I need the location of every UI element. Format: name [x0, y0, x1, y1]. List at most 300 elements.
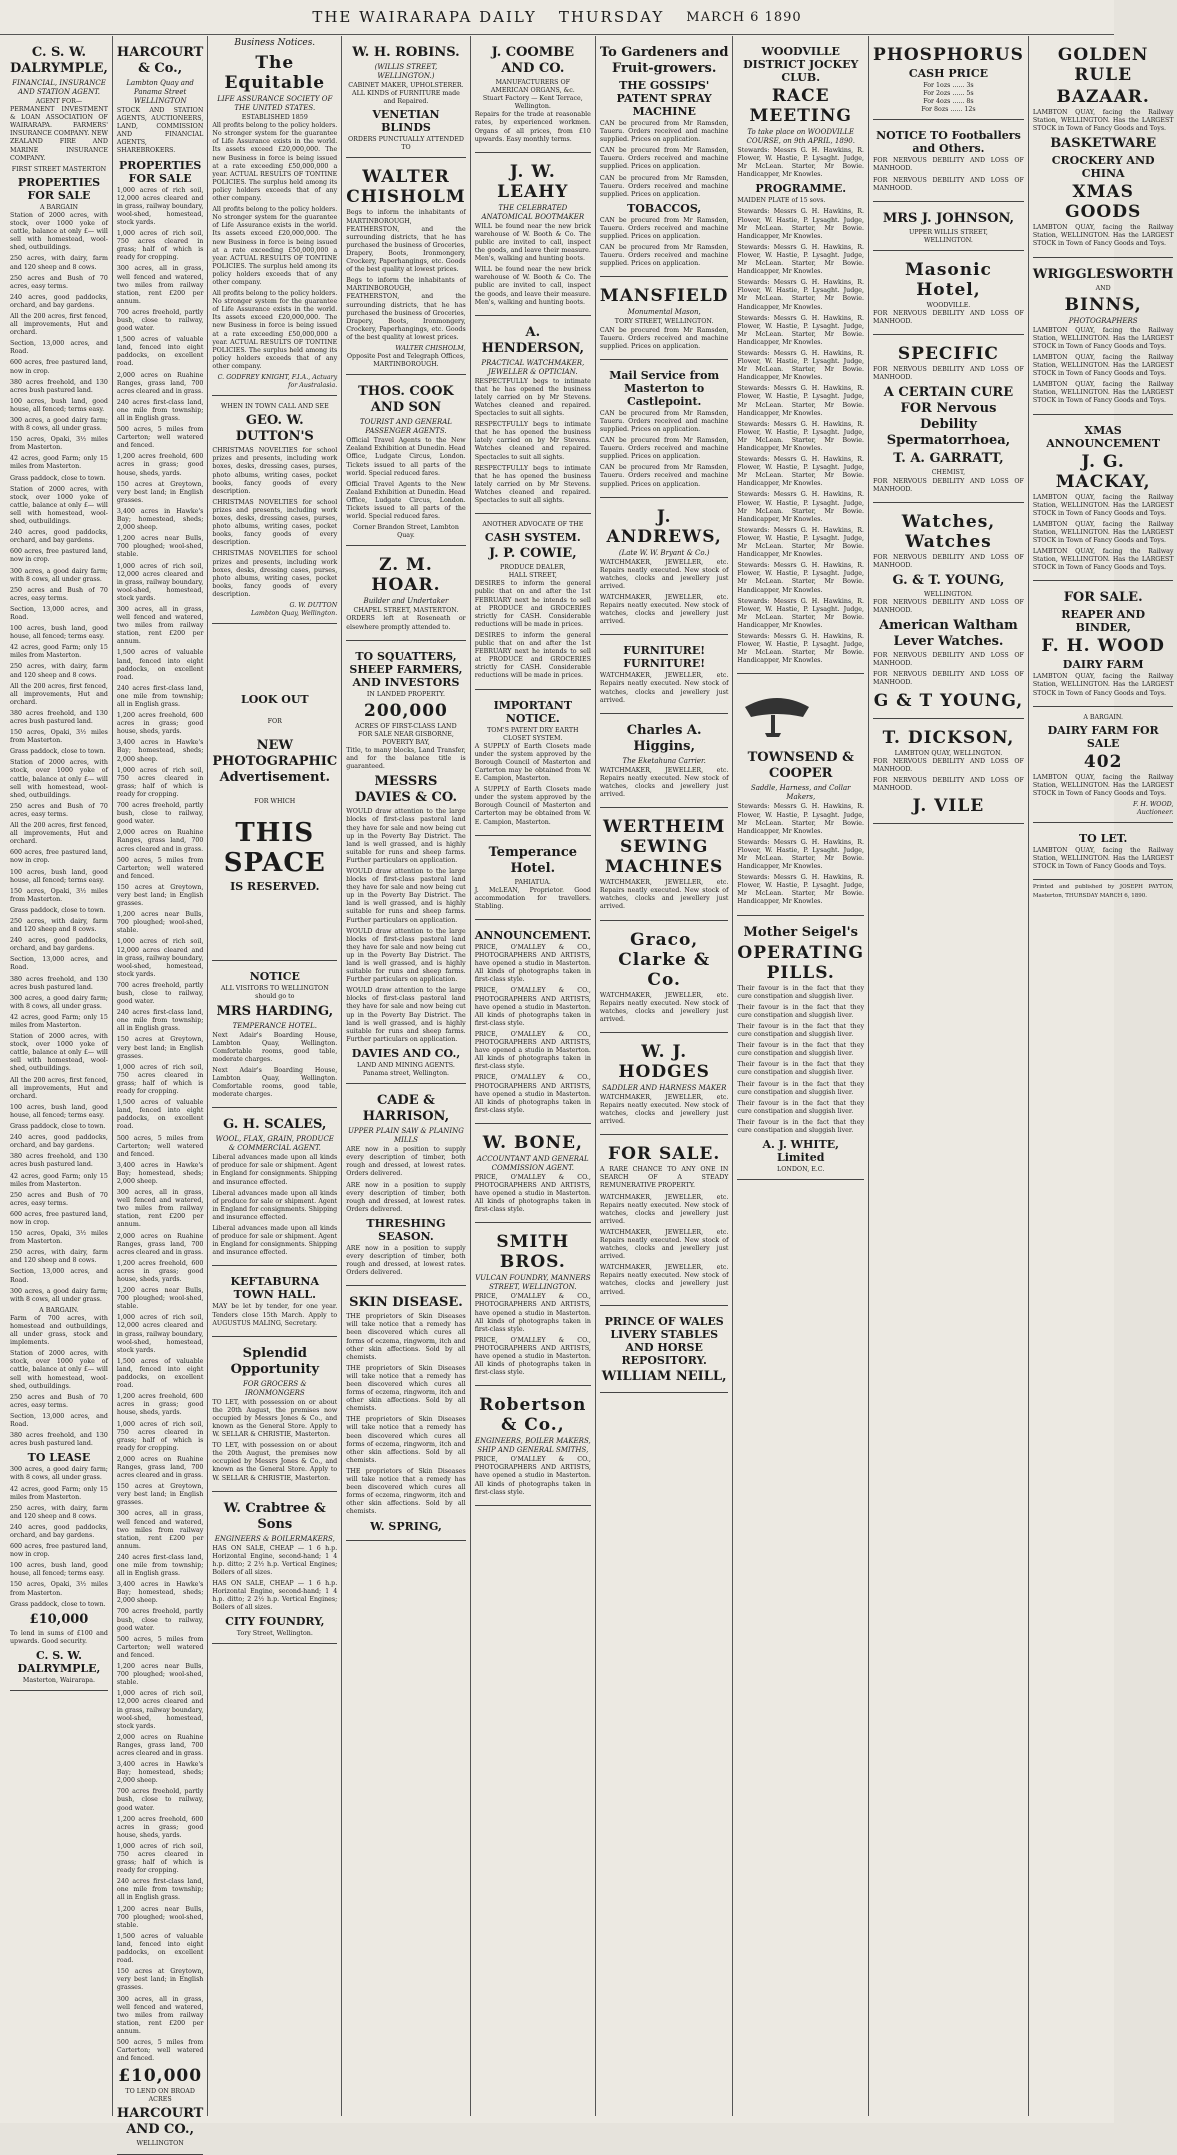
race-body: Stewards: Messrs G. H. Hawkins, R. Flower, W. Hastie, P. Lysaght. Judge, Mr McLean. Starter, Mr Bowie. Handicapper, Mr Knowles. — [737, 803, 865, 835]
spring-name: W. SPRING, — [370, 1519, 442, 1533]
garratt-body: FOR NERVOUS DEBILITY AND LOSS OF MANHOOD. — [873, 652, 1024, 668]
property-item: 42 acres, good Farm; only 15 miles from Masterton. — [10, 455, 108, 471]
column-9 — [1029, 36, 1177, 2116]
dutton-body: CHRISTMAS NOVELTIES for school prizes and presents, including work boxes, desks, dressing cases, purses, photo albums, writing cases, pocket books, fancy goods of every description. — [212, 550, 338, 598]
property-item: 3,400 acres in Hawke's Bay; homestead, sheds; 2,000 sheep. — [116, 1761, 204, 1785]
property-item: 3,400 acres in Hawke's Bay; homestead, sheds; 2,000 sheep. — [116, 507, 204, 532]
young-name: G. & T. YOUNG, — [892, 572, 1005, 588]
golden-rule: GOLDEN RULE — [1057, 45, 1149, 85]
temperance-ad — [475, 839, 591, 920]
reaper-ad — [1033, 584, 1174, 706]
scales-sub: WOOL, FLAX, GRAIN, PRODUCE & COMMERCIAL AGENT. — [215, 1135, 334, 1153]
smith-sub: VULCAN FOUNDRY, MANNERS STREET, WELLINGTON. — [475, 1274, 591, 1292]
masonic-addr: WOODVILLE. — [926, 301, 971, 309]
higgins-sub: The Eketahuna Carrier. — [622, 756, 706, 765]
property-item: Section, 13,000 acres, and Road. — [10, 1268, 108, 1284]
crabtree-body: HAS ON SALE, CHEAP — 1 6 h.p. Horizontal Engine, second-hand; 1 4 h.p. ditto; 2 2½ h.p. Vertical Engines; Boilers of all sizes. — [212, 1544, 338, 1576]
robins-trade: CABINET MAKER, UPHOLSTERER. — [348, 82, 464, 89]
tobacco-head: TOBACCOS, — [627, 201, 702, 215]
property-item: 250 acres and Bush of 70 acres, easy terms. — [10, 802, 108, 818]
for-which-text: FOR WHICH — [254, 798, 296, 806]
townsend-ad — [737, 677, 864, 915]
property-item: 2,000 acres on Ruahine Ranges, grass land, 700 acres cleared and in grass. — [116, 1455, 204, 1480]
white-name: A. J. WHITE, Limited — [762, 1138, 839, 1165]
dutton-body: CHRISTMAS NOVELTIES for school prizes and presents, including work boxes, desks, dressing cases, purses, photo albums, writing cases, pocket books, fancy goods of every description. — [212, 498, 338, 547]
masthead-date: MARCH 6 1890 — [686, 9, 802, 25]
harcourt-footer-addr: WELLINGTON — [136, 2140, 184, 2148]
race-body: Stewards: Messrs G. H. Hawkins, R. Flower, W. Hastie, P. Lysaght. Judge, Mr McLean. Starter, Mr Bowie. Handicapper, Mr Knowles. — [737, 243, 865, 276]
property-item: 500 acres, 5 miles from Carterton; well watered and fenced. — [116, 426, 204, 450]
forsale-9: FOR SALE. — [1063, 590, 1143, 606]
property-item: 500 acres, 5 miles from Carterton; well watered and fenced. — [116, 1635, 204, 1659]
race-meeting: RACE MEETING — [749, 86, 852, 126]
bazaar-body: LAMBTON QUAY, facing the Railway Station, WELLINGTON. Has the LARGEST STOCK in Town of Fancy Goods and Toys. — [1032, 381, 1174, 405]
announce-body: PRICE, O'MALLEY & CO., PHOTOGRAPHERS AND ARTISTS, have opened a studio in Masterton. All kinds of photographs taken in first-class style. — [474, 1074, 591, 1114]
tom-body: A SUPPLY of Earth Closets made under the system approved by the Borough Council of Masterton and Carterton may be obtained from W. E. Campion, Masterton. — [474, 742, 591, 783]
chisholm-addr: Opposite Post and Telegraph Offices, MARTINBOROUGH. — [346, 353, 465, 369]
garratt-body: FOR NERVOUS DEBILITY AND LOSS OF MANHOOD. — [873, 477, 1024, 493]
skin-body: THE proprietors of Skin Diseases will take notice that a remedy has been discovered which cures all forms of eczema, ringworm, itch and other skin affections. Sold by all chemists. — [346, 1416, 466, 1464]
opportunity-head: Splendid Opportunity — [230, 1345, 319, 1377]
spray-body: CAN be procured from Mr Ramsden, Taueru. Orders received and machine supplied. Prices on application. — [599, 216, 729, 241]
garratt-body: FOR NERVOUS DEBILITY AND LOSS OF MANHOOD. — [873, 176, 1024, 192]
furniture-ad — [600, 638, 729, 713]
football-head: NOTICE TO Footballers and Others. — [876, 129, 1021, 156]
property-item: 300 acres, all in grass, well fenced and watered, two miles from railway station, rent £200 per annum. — [116, 605, 204, 646]
andrews-body: WATCHMAKER, JEWELLER, etc. Repairs neatly executed. New stock of watches, clocks and jewellery just arrived. — [599, 1264, 729, 1296]
pills-body: Their favour is in the fact that they cure constipation and sluggish liver. — [737, 1042, 865, 1058]
property-item: 300 acres, a good dairy farm; with 8 cows, all under grass. — [10, 1466, 108, 1482]
property-item: 300 acres, a good dairy farm; with 8 cows, all under grass. — [10, 994, 108, 1010]
property-item: 1,200 acres freehold, 600 acres in grass; good house, sheds, yards. — [116, 712, 204, 736]
gardeners-head: To Gardeners and Fruit-growers. — [599, 45, 729, 76]
specific-body: FOR NERVOUS DEBILITY AND LOSS OF MANHOOD. — [873, 366, 1024, 382]
johnson-name: MRS J. JOHNSON, — [882, 210, 1015, 226]
henderson-body: RESPECTFULLY begs to intimate that he has opened the business lately carried on by Mr Stevens. Watches cleaned and repaired. Spectacles to suit all sights. — [474, 421, 591, 461]
masthead-day: THURSDAY — [558, 8, 665, 26]
chisholm-name: WALTER CHISHOLM — [346, 167, 466, 208]
property-item: 300 acres, all in grass, well fenced and watered, two miles from railway station, rent £200 per annum. — [116, 1189, 204, 1229]
dairy-farm: DAIRY FARM — [1062, 658, 1144, 672]
photo-ad: NEW PHOTOGRAPHIC Advertisement. — [212, 738, 338, 786]
closet-ad — [475, 693, 591, 836]
to-let: TO LET. — [1078, 832, 1128, 846]
scales-ad — [212, 1111, 337, 1266]
football-ad — [873, 123, 1024, 201]
andrews-body: WATCHMAKER, JEWELLER, etc. Repairs neatly executed. New stock of watches, clocks and jewellery just arrived. — [599, 1193, 729, 1225]
basketware: BASKETWARE — [1050, 136, 1157, 152]
cade-sub: UPPER PLAIN SAW & PLANING MILLS — [347, 1127, 464, 1145]
phosphorus-ad — [873, 39, 1024, 120]
cash-price: CASH PRICE — [908, 67, 989, 80]
chisholm-body: Begs to inform the inhabitants of MARTINBOROUGH, FEATHERSTON, and the surrounding districts, that he has purchased the business of Groceries, Drapery, Boots, Ironmongery, Crockery, Paperhangings, etc. Goods of the best quality at lowest prices. — [346, 209, 466, 274]
robertson-ad — [475, 1389, 591, 1505]
bazaar-body: LAMBTON QUAY, facing the Railway Station, WELLINGTON. Has the LARGEST STOCK in Town of Fancy Goods and Toys. — [1032, 773, 1174, 797]
garratt-body: FOR NERVOUS DEBILITY AND LOSS OF MANHOOD. — [873, 757, 1024, 773]
property-item: Section, 13,000 acres, and Road. — [10, 956, 108, 972]
race-body: Stewards: Messrs G. H. Hawkins, R. Flower, W. Hastie, P. Lysaght. Judge, Mr McLean. Starter, Mr Bowie. Handicapper, Mr Knowles. — [737, 562, 865, 594]
golden-rule-ad — [1033, 39, 1174, 258]
garratt-body: FOR NERVOUS DEBILITY AND LOSS OF MANHOOD. — [873, 157, 1024, 173]
property-item: 1,000 acres of rich soil, 750 acres cleared in grass; half of which is ready for cropping. — [116, 1063, 204, 1096]
property-item: 100 acres, bush land, good house, all fenced; terms easy. — [10, 1562, 108, 1578]
andrews-body: WATCHMAKER, JEWELLER, etc. Repairs neatly executed. New stock of watches, clocks and jewellery just arrived. — [599, 879, 729, 911]
johnson-addr: WELLINGTON. — [923, 236, 973, 244]
jockey-club: WOODVILLE DISTRICT JOCKEY CLUB. — [743, 45, 859, 84]
cade-ad — [346, 1087, 465, 1286]
smith-name: SMITH BROS. — [496, 1232, 570, 1273]
property-item: 150 acres, Opaki, 3½ miles from Masterton. — [10, 1230, 108, 1246]
property-item: 1,200 acres near Bulls, 700 ploughed; wool-shed, stable. — [116, 535, 204, 559]
mansfield-ad — [600, 280, 729, 359]
higgins-name: Charles A. Higgins, — [626, 722, 702, 754]
announce-body: PRICE, O'MALLEY & CO., PHOTOGRAPHERS AND ARTISTS, have opened a studio in Masterton. All kinds of photographs taken in first-class style. — [474, 1456, 591, 1496]
race-body: Stewards: Messrs G. H. Hawkins, R. Flower, W. Hastie, P. Lysaght. Judge, Mr McLean. Starter, Mr Bowie. Handicapper, Mr Knowles. — [737, 526, 865, 559]
skin-ad — [346, 1289, 465, 1540]
property-item: 250 acres and Bush of 70 acres, easy terms. — [10, 586, 108, 602]
xmas-goods: XMAS GOODS — [1065, 182, 1142, 223]
announce-body: PRICE, O'MALLEY & CO., PHOTOGRAPHERS AND ARTISTS, have opened a studio in Masterton. All kinds of photographs taken in first-class style. — [474, 1336, 591, 1377]
dickson-ad — [873, 722, 1024, 824]
race-ad — [737, 39, 864, 674]
chisholm-sig: WALTER CHISHOLM, — [395, 344, 466, 352]
property-item: 1,000 acres of rich soil, 12,000 acres cleared and in grass, railway boundary, wool-shed, homestead, stock yards. — [116, 186, 204, 226]
reserved-space-ad — [212, 627, 337, 961]
tolet-ad — [1033, 826, 1174, 880]
mansfield-sub: Monumental Mason, — [627, 308, 701, 317]
young-name-2: G & T YOUNG, — [873, 690, 1024, 711]
dalrymple-money: £10,000 — [29, 1611, 89, 1627]
property-item: 1,200 acres freehold, 600 acres in grass; good house, sheds, yards. — [116, 1259, 204, 1283]
property-item: 1,200 acres near Bulls, 700 ploughed; wool-shed, stable. — [116, 1287, 204, 1311]
chisholm-body: Begs to inform the inhabitants of MARTINBOROUGH, FEATHERSTON, and the surrounding districts, that he has purchased the business of Groceries, Drapery, Boots, Ironmongery, Crockery, Paperhangings, etc. Goods of the best quality at lowest prices. — [346, 277, 466, 341]
skin-body: THE proprietors of Skin Diseases will take notice that a remedy has been discovered which cures all forms of eczema, ringworm, itch and other skin affections. Sold by all chemists. — [346, 1467, 466, 1516]
seigel-ad — [737, 919, 864, 1181]
property-item: Station of 2000 acres, with stock, over 1000 yoke of cattle, balance at only £— will sell with homestead, wool-shed, outbuildings. — [10, 1350, 108, 1390]
bazaar-body: LAMBTON QUAY, facing the Railway Station, WELLINGTON. Has the LARGEST STOCK in Town of Fancy Goods and Toys. — [1032, 326, 1174, 350]
column-6 — [596, 36, 734, 2116]
acres-sub: ACRES OF FIRST-CLASS LAND — [355, 722, 457, 730]
property-item: 150 acres at Greytown, very best land; in English grasses. — [116, 1036, 204, 1060]
property-item: 1,200 acres freehold, 600 acres in grass; good house, sheds, yards. — [116, 1393, 204, 1417]
bazaar-body: LAMBTON QUAY, facing the Railway Station, WELLINGTON. Has the LARGEST STOCK in Town of Fancy Goods and Toys. — [1032, 520, 1174, 544]
property-item: Section, 13,000 acres, and Road. — [10, 605, 108, 621]
spray-body: CAN be procured from Mr Ramsden, Taueru. Orders received and machine supplied. Prices on application. — [599, 464, 729, 488]
pills-body: Their favour is in the fact that they cure constipation and sluggish liver. — [737, 1080, 865, 1096]
property-item: 150 acres at Greytown, very best land; in English grasses. — [116, 1483, 204, 1507]
property-item: Grass paddock, close to town. — [10, 906, 106, 914]
forsale-head: FOR SALE. — [608, 1144, 721, 1165]
bazaar-body: LAMBTON QUAY, facing the Railway Station, WELLINGTON. Has the LARGEST STOCK in Town of Fancy Goods and Toys. — [1032, 493, 1174, 517]
garratt-body: FOR NERVOUS DEBILITY AND LOSS OF MANHOOD. — [873, 776, 1024, 792]
davies-footer: DAVIES AND CO., — [351, 1046, 461, 1060]
property-item: 240 acres, good paddocks, orchard, and bay gardens. — [10, 529, 108, 545]
property-item: 700 acres freehold, partly bush, close to railway, good water. — [116, 308, 204, 333]
hall-head: KEFTABURNA TOWN HALL. — [230, 1275, 320, 1302]
property-item: 1,000 acres of rich soil, 12,000 acres cleared and in grass, railway boundary, wool-shed, homestead, stock yards. — [116, 562, 204, 602]
dutton-addr: Lambton Quay, Wellington. — [251, 610, 338, 618]
city-addr: Tory Street, Wellington. — [236, 1630, 313, 1638]
andrews-body: WATCHMAKER, JEWELLER, etc. Repairs neatly executed. New stock of watches, clocks and jewellery just arrived. — [599, 1228, 729, 1261]
cook-body: Official Travel Agents to the New Zealand Exhibition at Dunedin. Head Office, Ludgate Circus, London. Tickets issued to all parts of the world. Special reduced fares. — [346, 480, 466, 521]
furniture-head: FURNITURE! FURNITURE! — [623, 644, 706, 671]
equitable-sub: LIFE ASSURANCE SOCIETY OF THE UNITED STATES. — [217, 95, 333, 113]
masthead-title: THE WAIRARAPA DAILY — [312, 8, 537, 26]
dalrymple-ad — [10, 39, 108, 1691]
cowie-body: DESIRES to inform the general public that on and after the 1st FEBRUARY next he intends to sell at PRODUCE and GROCERIES strictly for CASH. Considerable reductions will be made in prices. — [474, 631, 591, 680]
important-notice: IMPORTANT NOTICE. — [493, 698, 573, 725]
dalrymple-address: FIRST STREET MASTERTON — [11, 165, 107, 173]
announce-body: PRICE, O'MALLEY & CO., PHOTOGRAPHERS AND ARTISTS, have opened a studio in Masterton. All kinds of photographs taken in first-class style. — [474, 1030, 591, 1071]
andrews-body: WATCHMAKER, JEWELLER, etc. Repairs neatly executed. New stock of watches, clocks and jewellery just arrived. — [599, 558, 729, 590]
venetian-sub: ORDERS PUNCTUALLY ATTENDED TO — [348, 136, 464, 152]
forsale-body: A RARE CHANCE TO ANY ONE IN SEARCH OF A STEADY REMUNERATIVE PROPERTY. — [599, 1166, 729, 1190]
leahy-name: J. W. LEAHY — [497, 161, 569, 202]
city-foundry: CITY FOUNDRY, — [225, 1615, 325, 1629]
robins-ad — [346, 39, 465, 158]
property-item: 380 acres freehold, and 130 acres bush pastured land. — [10, 378, 108, 394]
bazaar-body: LAMBTON QUAY, facing the Railway Station, WELLINGTON. Has the LARGEST STOCK in Town of Fancy Goods and Toys. — [1032, 673, 1174, 697]
crabtree-name: W. Crabtree & Sons — [223, 1500, 326, 1532]
spray-head: THE GOSSIPS' PATENT SPRAY MACHINE — [616, 79, 712, 118]
tom-head: TOM'S PATENT DRY EARTH CLOSET SYSTEM. — [487, 726, 579, 742]
property-item: 2,000 acres on Ruahine Ranges, grass land, 700 acres cleared and in grass. — [116, 371, 204, 395]
andrews-body: WATCHMAKER, JEWELLER, etc. Repairs neatly executed. New stock of watches, clocks and jewellery just arrived. — [599, 594, 729, 626]
property-item: 600 acres, free pastured land, now in crop. — [10, 849, 108, 865]
wood-name: F. H. WOOD — [1041, 636, 1165, 657]
property-item: 1,500 acres of valuable land, fenced into eight paddocks, on excellent road. — [116, 1357, 204, 1390]
race-body: Stewards: Messrs G. H. Hawkins, R. Flower, W. Hastie, P. Lysaght. Judge, Mr McLean. Starter, Mr Bowie. Handicapper, Mr Knowles. — [737, 597, 865, 629]
dutton-body: CHRISTMAS NOVELTIES for school prizes and presents, including work boxes, desks, dressing cases, purses, photo albums, writing cases, pocket books, fancy goods of every description. — [212, 447, 338, 495]
watches-head: Watches, Watches — [901, 511, 996, 552]
harcourt-footer-name: HARCOURT AND CO., — [116, 2106, 204, 2138]
race-body: Stewards: Messrs G. H. Hawkins, R. Flower, W. Hastie, P. Lysaght. Judge, Mr McLean. Starter, Mr Bowie. Handicapper, Mr Knowles. — [737, 385, 865, 417]
property-item: 1,000 acres of rich soil, 12,000 acres cleared and in grass, railway boundary, wool-shed, homestead, stock yards. — [116, 938, 204, 978]
dalrymple-agencies: PERMANENT INVESTMENT & LOAN ASSOCIATION OF WAIRARAPA. FARMERS' INSURANCE COMPANY. NEW ZEALAND FIRE AND MARINE INSURANCE COMPANY. — [10, 106, 108, 162]
wriggles-and: AND — [1095, 284, 1111, 292]
dutton-ad — [212, 399, 337, 624]
is-reserved: IS RESERVED. — [230, 880, 320, 894]
young-addr: WELLINGTON. — [923, 590, 973, 598]
pills-body: Their favour is in the fact that they cure constipation and sluggish liver. — [737, 1099, 865, 1115]
property-item: 150 acres, Opaki, 3½ miles from Masterton. — [10, 887, 108, 903]
hall-ad — [212, 1269, 337, 1336]
equitable-ad — [212, 47, 337, 396]
equitable-agent: C. GODFREY KNIGHT, F.I.A., Actuary for Australasia. — [217, 374, 338, 390]
robins-all: ALL KINDS of FURNITURE made and Repaired. — [352, 90, 460, 106]
spray-body: CAN be procured from Mr Ramsden, Taueru. Orders received and machine supplied. Prices on application. — [599, 437, 729, 461]
andrews-body: WATCHMAKER, JEWELLER, etc. Repairs neatly executed. New stock of watches, clocks and jewellery just arrived. — [599, 766, 729, 799]
bazaar-body: LAMBTON QUAY, facing the Railway Station, WELLINGTON. Has the LARGEST STOCK in Town of Fancy Goods and Toys. — [1032, 847, 1174, 871]
mail-service: Mail Service from Masterton to Castlepoint. — [609, 368, 720, 408]
column-7 — [733, 36, 869, 2116]
townsend-sub: Saddle, Harness, and Collar Makers, — [750, 784, 851, 802]
davies-body: WOULD draw attention to the large blocks of first-class pastoral land they have for sale and now being cut up in the Poverty Bay District. The land is well grassed, and is highly suitable for runs and sheep farms. Further particulars on application. — [346, 927, 466, 984]
cowie-name: J. P. COWIE, — [488, 546, 577, 562]
davies-body: WOULD draw attention to the large blocks of first-class pastoral land they have for sale and now being cut up in the Poverty Bay District. The land is well grassed, and is highly suitable for runs and sheep farms. Further particulars on application. — [346, 867, 466, 924]
harding-body: Next Adair's Boarding House, Lambton Quay, Wellington. Comfortable rooms, good table, moderate charges. — [212, 1066, 338, 1099]
notice-head: NOTICE — [249, 970, 300, 984]
xmas-announcement: XMAS ANNOUNCEMENT — [1046, 423, 1161, 450]
property-item: 250 acres and Bush of 70 acres, easy terms. — [10, 1191, 108, 1207]
cook-name: THOS. COOK AND SON — [358, 384, 454, 416]
property-item: 300 acres, all in grass, well fenced and watered, two miles from railway station, rent £200 per annum. — [116, 1995, 204, 2035]
property-item: 150 acres, Opaki, 3½ miles from Masterton. — [10, 1581, 108, 1597]
acres-body: Title, to many blocks, Land Transfer, and for the balance title is guaranteed. — [346, 747, 466, 771]
race-item: MAIDEN PLATE of 15 sovs. — [737, 197, 826, 205]
price-row: For 8ozs ...... 12s — [921, 106, 976, 114]
andrews-ad — [600, 501, 729, 636]
dalrymple-props: PROPERTIES FOR SALE — [17, 175, 101, 202]
race-body: Stewards: Messrs G. H. Hawkins, R. Flower, W. Hastie, P. Lysaght. Judge, Mr McLean. Starter, Mr Bowie. Handicapper, Mr Knowles. — [737, 314, 865, 346]
harcourt-money-note: TO LEND ON BROAD ACRES — [125, 2088, 195, 2104]
property-item: 3,400 acres in Hawke's Bay; homestead, sheds; 2,000 sheep. — [116, 1161, 204, 1185]
davies-addr: Panama street, Wellington. — [362, 1070, 450, 1078]
cook-sub: TOURIST AND GENERAL PASSENGER AGENTS. — [359, 418, 452, 436]
leahy-body: WILL be found near the new brick warehouse of W. Booth & Co. The public are invited to call, inspect the goods, and leave their measure. Men's, walking and hunting boots. — [474, 266, 591, 306]
dalrymple-agent-for: AGENT FOR— — [35, 98, 83, 105]
property-item: 42 acres, good Farm; only 15 miles from Masterton. — [10, 1013, 108, 1029]
property-item: 240 acres, good paddocks, orchard, and bay gardens. — [10, 293, 108, 309]
wood-sub: Auctioneer. — [1137, 809, 1174, 817]
specific-head: SPECIFIC — [897, 344, 999, 365]
harcourt-role: STOCK AND STATION AGENTS, AUCTIONEERS, LAND, COMMISSION AND FINANCIAL AGENTS, SHAREBROKERS. — [116, 107, 204, 155]
business-notices-heading: Business Notices. — [234, 38, 316, 48]
property-item: 500 acres, 5 miles from Carterton; well watered and fenced. — [116, 2038, 204, 2063]
column-2 — [113, 36, 208, 2148]
bone-name: W. BONE, — [482, 1132, 583, 1153]
property-item: 250 acres, with dairy, farm and 120 sheep and 8 cows. — [10, 1249, 108, 1265]
property-item: 1,200 acres near Bulls, 700 ploughed; wool-shed, stable. — [116, 1905, 204, 1929]
squatters: TO SQUATTERS, SHEEP FARMERS, AND INVESTORS — [349, 649, 463, 689]
masonic-name: Masonic Hotel, — [904, 259, 992, 300]
graco-name: Graco, Clarke & Co. — [618, 929, 711, 990]
spray-body: CAN be procured from Mr Ramsden, Taueru. Orders received and machine supplied. Prices on application. — [599, 147, 729, 171]
smith-ad — [475, 1226, 591, 1386]
property-item: 380 acres freehold, and 130 acres bush pastured land. — [10, 975, 108, 991]
price-row: For 2ozs ...... 5s — [923, 90, 974, 98]
garratt-body: FOR NERVOUS DEBILITY AND LOSS OF MANHOOD. — [873, 598, 1024, 615]
squatters-2: IN LANDED PROPERTY. — [366, 690, 445, 698]
venetian-blinds: VENETIAN BLINDS — [372, 108, 440, 135]
dalrymple-money-note: To lend in sums of £100 and upwards. Good security. — [10, 1629, 108, 1645]
column-3 — [208, 36, 342, 2116]
property-item: 1,000 acres of rich soil, 750 acres cleared in grass; half of which is ready for cropping. — [116, 1420, 204, 1452]
cade-body: ARE now in a position to supply every description of timber, both rough and dressed, at lowest rates. Orders delivered. — [346, 1181, 466, 1213]
property-item: Grass paddock, close to town. — [10, 748, 106, 756]
hoar-body: ORDERS left at Roseneath or elsewhere promptly attended to. — [346, 615, 466, 631]
johnson-ad — [873, 205, 1024, 251]
land-ad — [346, 644, 465, 1084]
henderson-body: RESPECTFULLY begs to intimate that he has opened the business lately carried on by Mr Stevens. Watches cleaned and repaired. Spectacles to suit all sights. — [474, 377, 591, 418]
acres-sub2: FOR SALE NEAR GISBORNE, POVERTY BAY, — [358, 730, 454, 746]
property-item: 240 acres first-class land, one mile from township; all in English grass. — [116, 684, 204, 708]
property-item: 250 acres, with dairy, farm and 120 sheep and 8 cows. — [10, 1504, 108, 1520]
property-item: Grass paddock, close to town. — [10, 474, 106, 482]
property-item: 1,200 acres near Bulls, 700 ploughed; wool-shed, stable. — [116, 1663, 204, 1687]
harcourt-ad — [117, 39, 203, 2155]
johnson-sub: UPPER WILLIS STREET, — [908, 228, 988, 236]
property-item: 250 acres and Bush of 70 acres, easy terms. — [10, 274, 108, 290]
henderson-name: A. HENDERSON, — [481, 324, 584, 356]
dalrymple-bargain-2: A BARGAIN. — [39, 1306, 79, 1314]
coombe-addr: Stuart Factory — Kent Terrace, Wellington. — [482, 95, 583, 111]
andrews-sub: (Late W. W. Bryant & Co.) — [618, 548, 710, 557]
property-item: 300 acres, all in grass, well fenced and watered, two miles from railway station, rent £200 per annum. — [116, 1510, 204, 1550]
bone-ad — [475, 1127, 591, 1223]
garratt-ad — [873, 338, 1024, 502]
pills-body: Their favour is in the fact that they cure constipation and sluggish liver. — [737, 1118, 865, 1134]
columns — [6, 36, 1174, 2148]
property-item: 250 acres and Bush of 70 acres, easy terms. — [10, 1393, 108, 1409]
price-row: For 1ozs ...... 3s — [923, 82, 974, 89]
property-item: Section, 13,000 acres, and Road. — [10, 340, 108, 356]
property-item: 700 acres freehold, partly bush, close to railway, good water. — [116, 1608, 204, 1632]
temperance-sub: PAHIATUA. — [514, 878, 551, 886]
prince-head: PRINCE OF WALES LIVERY STABLES AND HORSE REPOSITORY. — [604, 1314, 724, 1367]
property-item: 1,500 acres of valuable land, fenced into eight paddocks, on excellent road. — [116, 649, 204, 681]
dairy-2: DAIRY FARM FOR SALE — [1047, 723, 1159, 750]
robins-name: W. H. ROBINS. — [352, 45, 460, 60]
property-item: 300 acres, a good dairy farm; with 8 cows, all under grass. — [10, 417, 108, 433]
property-item: Station of 2000 acres, with stock, over 1000 yoke of cattle, balance at only £— will sell with homestead, wool-shed, outbuildings. — [10, 1033, 108, 1073]
price-row: For 4ozs ...... 8s — [923, 98, 974, 106]
race-body: Stewards: Messrs G. H. Hawkins, R. Flower, W. Hastie, P. Lysaght. Judge, Mr McLean. Starter, Mr Bowie. Handicapper, Mr Knowles. — [737, 349, 865, 382]
cowie-body: DESIRES to inform the general public that on and after the 1st FEBRUARY next he intends to sell at PRODUCE and GROCERIES strictly for CASH. Considerable reductions will be made in prices. — [474, 580, 591, 628]
equitable-body: All profits belong to the policy holders. No stronger system for the guarantee of Life Assurance exists in the world. Its assets exceed £20,000,000. The new Business in force is being issued at a rate exceeding £50,000,000 a year. ACTUAL RESULTS OF TONTINE POLICIES. The surplus held among its policy holders exceeds that of any other company. — [212, 122, 338, 203]
coombe-sub: MANUFACTURERS OF — [495, 79, 571, 86]
harding-name: MRS HARDING, — [216, 1003, 334, 1019]
temperance-head: Temperance Hotel. — [488, 844, 578, 876]
garratt-body: FOR NERVOUS DEBILITY AND LOSS OF MANHOOD. — [873, 310, 1024, 326]
this-space: THIS SPACE — [223, 818, 326, 879]
crabtree-sub: ENGINEERS & BOILERMAKERS, — [214, 1534, 335, 1543]
acres-number: 200,000 — [364, 700, 448, 721]
temperance-body: J. McLEAN, Proprietor. Good accommodation for travellers. Stabling. — [474, 886, 591, 910]
property-item: 150 acres at Greytown, very best land; in English grasses. — [116, 883, 204, 908]
hall-body: MAY be let by tender, for one year. Tenders close 15th March. Apply to AUGUSTUS MALING, Secretary. — [212, 1303, 338, 1327]
race-body: Stewards: Messrs G. H. Hawkins, R. Flower, W. Hastie, P. Lysaght. Judge, Mr McLean. Starter, Mr Bowie. Handicapper, Mr Knowles. — [737, 208, 865, 240]
equitable-body: All profits belong to the policy holders. No stronger system for the guarantee of Life Assurance exists in the world. Its assets exceed £20,000,000. The new Business in force is being issued at a rate exceeding £50,000,000 a year. ACTUAL RESULTS OF TONTINE POLICIES. The surplus held among its policy holders exceeds that of any other company. — [212, 290, 338, 370]
chisholm-ad — [346, 161, 465, 375]
cade-name: CADE & HARRISON, — [362, 1093, 450, 1125]
davies-name: MESSRS DAVIES & CO. — [354, 774, 457, 806]
mansfield-name: MANSFIELD — [599, 286, 729, 307]
property-item: 250 acres, with dairy, farm and 120 sheep and 8 cows. — [10, 917, 108, 934]
equitable-name: The Equitable — [224, 53, 326, 94]
leahy-ad — [475, 156, 591, 316]
property-item: 100 acres, bush land, good house, all fenced; terms easy. — [10, 625, 108, 641]
andrews-body: WATCHMAKER, JEWELLER, etc. Repairs neatly executed. New stock of watches, clocks and jewellery just arrived. — [599, 991, 729, 1023]
coombe-name: J. COOMBE AND CO. — [491, 45, 575, 76]
property-item: All the 200 acres, first fenced, all improvements, Hut and orchard. — [10, 1076, 108, 1100]
spray-ad — [600, 39, 729, 277]
property-item: Grass paddock, close to town. — [10, 1600, 106, 1608]
bazaar-body: LAMBTON QUAY, facing the Railway Station, WELLINGTON. Has the LARGEST STOCK in Town of Fancy Goods and Toys. — [1032, 109, 1174, 133]
property-item: 240 acres first-class land, one mile from township; all in English grass. — [116, 398, 204, 422]
dalrymple-footer-name: C. S. W. DALRYMPLE, — [17, 1648, 101, 1675]
dalrymple-desc: FINANCIAL, INSURANCE AND STATION AGENT. — [12, 79, 106, 96]
property-item: 240 acres, good paddocks, orchard, and bay gardens. — [10, 1523, 108, 1539]
printer-footer: Printed and published by JOSEPH PAYTON, Masterton, THURSDAY MARCH 6, 1890. — [1032, 884, 1174, 899]
acres-402: 402 — [1083, 751, 1123, 772]
crockery: CROCKERY AND CHINA — [1051, 154, 1155, 181]
crabtree-body: HAS ON SALE, CHEAP — 1 6 h.p. Horizontal Engine, second-hand; 1 4 h.p. ditto; 2 2½ h.p. Vertical Engines; Boilers of all sizes. — [212, 1580, 338, 1612]
robertson-name: Robertson & Co., — [479, 1395, 587, 1436]
cade-body: ARE now in a position to supply every description of timber, both rough and dressed, at lowest rates. Orders delivered. — [346, 1146, 466, 1178]
masthead — [0, 0, 1114, 35]
column-1 — [6, 36, 113, 2116]
